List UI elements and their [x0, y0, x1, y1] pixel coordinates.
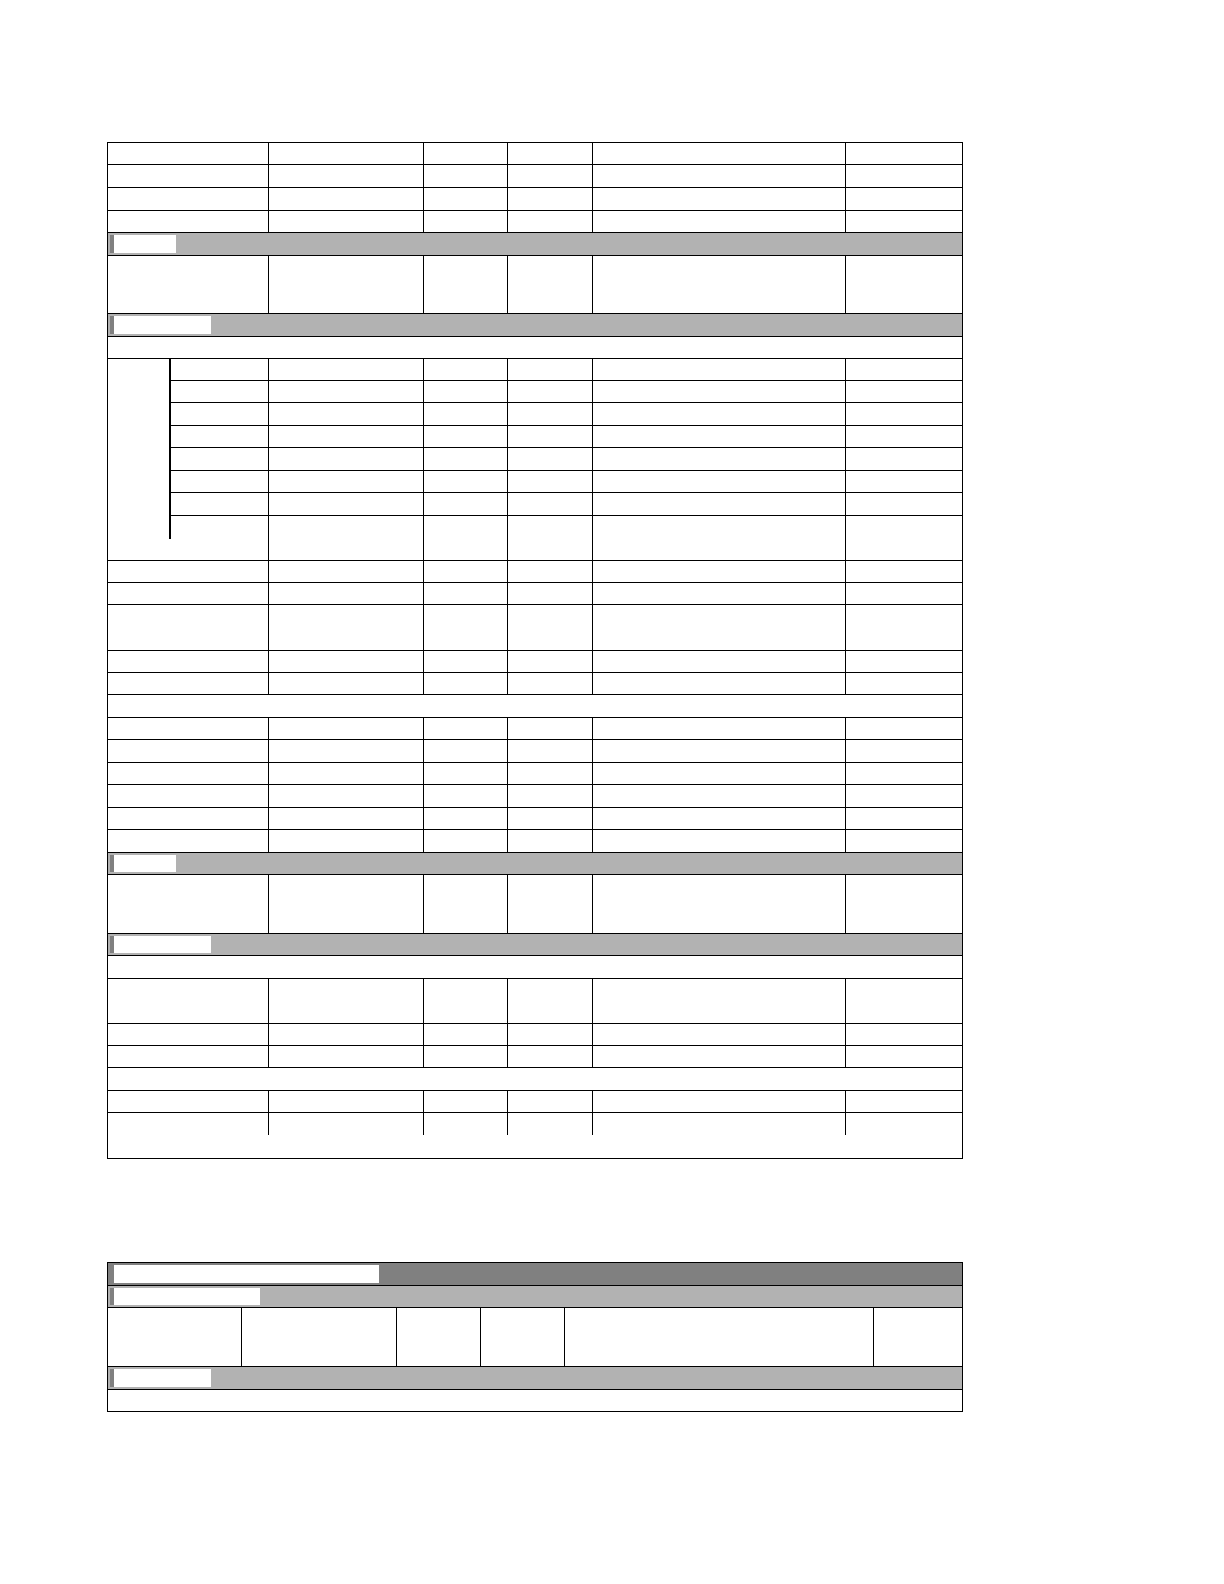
- table-cell: [108, 143, 269, 164]
- section-header-label: [114, 936, 211, 953]
- table-cell: [507, 403, 593, 425]
- table-cell: [423, 651, 508, 672]
- table-cell: [845, 426, 962, 447]
- table-row-full-width: [108, 337, 962, 359]
- table-cell: [423, 493, 508, 515]
- table-row: [108, 1046, 962, 1068]
- table-cell: [592, 143, 845, 164]
- table-cell: [170, 471, 269, 492]
- table-cell: [170, 381, 269, 402]
- table-row: [108, 1091, 962, 1113]
- table-cell: [592, 673, 845, 694]
- table-cell: [268, 471, 423, 492]
- table-cell: [268, 448, 423, 470]
- table-row: [108, 493, 962, 516]
- table-cell: [564, 1308, 873, 1366]
- table-cell: [592, 165, 845, 187]
- table-cell: [845, 830, 962, 852]
- table-cell: [845, 516, 962, 539]
- table-row: [108, 381, 962, 403]
- table-cell: [507, 1091, 593, 1112]
- table-cell: [845, 1024, 962, 1045]
- table-cell: [268, 403, 423, 425]
- table-cell: [108, 1046, 269, 1067]
- table-cell: [845, 651, 962, 672]
- table-cell: [423, 426, 508, 447]
- table-cell: [845, 1091, 962, 1112]
- table-cell: [423, 539, 508, 560]
- table-cell: [507, 605, 593, 650]
- table-row: [108, 516, 962, 539]
- table-cell: [170, 493, 269, 515]
- table-cell: [592, 471, 845, 492]
- table-row: [108, 359, 962, 381]
- table-cell: [170, 359, 269, 380]
- table-cell: [423, 605, 508, 650]
- table-cell: [845, 583, 962, 604]
- table-cell: [423, 256, 508, 313]
- secondary-form-table: [107, 1262, 963, 1412]
- table-cell: [592, 1024, 845, 1045]
- table-cell: [592, 763, 845, 784]
- table-row: [108, 403, 962, 426]
- table-cell: [108, 718, 269, 739]
- table-cell: [423, 979, 508, 1023]
- section-header-label: [114, 1288, 260, 1305]
- table-row: [108, 763, 962, 785]
- table-cell: [108, 875, 269, 933]
- table-cell: [108, 830, 269, 852]
- table-cell: [592, 1046, 845, 1067]
- table-cell: [108, 785, 269, 807]
- table-cell: [592, 605, 845, 650]
- table-cell: [108, 808, 269, 829]
- table-cell: [845, 211, 962, 232]
- table-cell: [423, 165, 508, 187]
- table-cell: [423, 381, 508, 402]
- table-cell: [507, 188, 593, 210]
- table-cell: [108, 165, 269, 187]
- table-cell: [108, 256, 269, 313]
- table-cell: [268, 256, 423, 313]
- table-cell: [592, 1113, 845, 1135]
- table-cell: [507, 256, 593, 313]
- section-header-label: [114, 316, 211, 334]
- table-cell: [845, 673, 962, 694]
- table-row-full-width: [108, 695, 962, 718]
- section-header-band: [108, 853, 962, 875]
- table-cell: [507, 516, 593, 539]
- table-cell: [507, 561, 593, 582]
- table-cell: [423, 1091, 508, 1112]
- table-cell: [592, 188, 845, 210]
- table-cell: [268, 763, 423, 784]
- table-cell: [108, 979, 269, 1023]
- table-cell: [592, 651, 845, 672]
- table-cell: [423, 763, 508, 784]
- table-cell: [592, 808, 845, 829]
- table-cell: [845, 188, 962, 210]
- table-cell: [507, 875, 593, 933]
- table-cell: [170, 516, 269, 539]
- row-group: [108, 359, 962, 539]
- table-cell: [592, 583, 845, 604]
- table-cell: [507, 1046, 593, 1067]
- table-cell: [241, 1308, 396, 1366]
- table-cell: [507, 1024, 593, 1045]
- table-row: [108, 808, 962, 830]
- table-cell: [268, 426, 423, 447]
- table-cell: [108, 1113, 269, 1135]
- table-cell: [108, 763, 269, 784]
- table-cell: [507, 448, 593, 470]
- table-cell: [592, 256, 845, 313]
- table-cell: [268, 875, 423, 933]
- table-cell: [268, 143, 423, 164]
- table-cell: [268, 785, 423, 807]
- table-cell: [592, 1091, 845, 1112]
- table-row: [108, 426, 962, 448]
- table-cell: [108, 651, 269, 672]
- table-cell: [423, 785, 508, 807]
- table-cell: [108, 583, 269, 604]
- table-cell: [507, 830, 593, 852]
- table-cell: [268, 740, 423, 762]
- table-cell: [845, 165, 962, 187]
- table-cell: [592, 561, 845, 582]
- table-cell: [507, 763, 593, 784]
- table-cell: [507, 583, 593, 604]
- table-cell: [170, 426, 269, 447]
- table-row: [108, 165, 962, 188]
- table-cell: [268, 211, 423, 232]
- merged-group-cell: [108, 359, 170, 539]
- table-cell: [268, 1024, 423, 1045]
- table-row: [108, 740, 962, 763]
- table-row: [108, 448, 962, 471]
- table-cell: [423, 188, 508, 210]
- table-cell: [845, 448, 962, 470]
- table-cell: [507, 539, 593, 560]
- table-cell: [845, 763, 962, 784]
- table-cell: [507, 165, 593, 187]
- table-cell: [845, 539, 962, 560]
- table-cell: [507, 718, 593, 739]
- table-cell: [845, 471, 962, 492]
- table-row: [108, 1113, 962, 1135]
- table-cell: [507, 359, 593, 380]
- table-cell: [108, 1024, 269, 1045]
- table-cell: [845, 808, 962, 829]
- table-cell: [108, 188, 269, 210]
- table-cell: [507, 426, 593, 447]
- table-cell: [268, 718, 423, 739]
- table-cell: [592, 539, 845, 560]
- table-cell: [268, 165, 423, 187]
- table-cell: [845, 875, 962, 933]
- table-cell: [480, 1308, 565, 1366]
- table-cell: [507, 651, 593, 672]
- table-cell: [423, 830, 508, 852]
- table-cell: [268, 539, 423, 560]
- table-cell: [592, 785, 845, 807]
- table-cell: [268, 583, 423, 604]
- table-cell: [423, 1046, 508, 1067]
- table-cell: [268, 651, 423, 672]
- table-row-full-width: [108, 1390, 962, 1411]
- table-cell: [423, 1024, 508, 1045]
- table-cell: [108, 740, 269, 762]
- table-cell: [507, 808, 593, 829]
- table-cell: [268, 516, 423, 539]
- table-cell: [592, 493, 845, 515]
- table-cell: [108, 605, 269, 650]
- table-cell: [592, 979, 845, 1023]
- table-cell: [423, 808, 508, 829]
- table-cell: [845, 718, 962, 739]
- table-row: [108, 539, 962, 561]
- table-row: [108, 583, 962, 605]
- table-cell: [592, 403, 845, 425]
- section-header-label: [114, 855, 176, 872]
- table-cell: [423, 673, 508, 694]
- table-title-label: [114, 1265, 379, 1283]
- table-cell: [507, 143, 593, 164]
- table-cell: [268, 381, 423, 402]
- table-row: [108, 673, 962, 695]
- table-cell: [845, 143, 962, 164]
- table-cell: [592, 381, 845, 402]
- table-row: [108, 1308, 962, 1367]
- table-cell: [108, 539, 269, 560]
- table-cell: [592, 426, 845, 447]
- table-cell: [423, 740, 508, 762]
- table-cell: [268, 830, 423, 852]
- table-cell: [423, 875, 508, 933]
- table-cell: [845, 403, 962, 425]
- table-cell: [592, 740, 845, 762]
- table-row: [108, 1024, 962, 1046]
- table-cell: [108, 211, 269, 232]
- table-cell: [423, 403, 508, 425]
- table-row-full-width: [108, 956, 962, 979]
- table-cell: [507, 979, 593, 1023]
- table-row: [108, 143, 962, 165]
- table-cell: [268, 1113, 423, 1135]
- table-row: [108, 651, 962, 673]
- table-cell: [423, 718, 508, 739]
- table-cell: [268, 808, 423, 829]
- section-header-band: [108, 233, 962, 256]
- section-header-label: [114, 235, 176, 253]
- table-cell: [507, 381, 593, 402]
- table-cell: [845, 381, 962, 402]
- table-row-full-width: [108, 1068, 962, 1091]
- table-cell: [423, 448, 508, 470]
- table-cell: [592, 875, 845, 933]
- table-cell: [108, 673, 269, 694]
- table-row: [108, 211, 962, 233]
- table-row: [108, 785, 962, 808]
- table-cell: [507, 211, 593, 232]
- table-cell: [268, 561, 423, 582]
- table-cell: [592, 448, 845, 470]
- table-cell: [845, 1113, 962, 1135]
- table-cell: [592, 359, 845, 380]
- table-cell: [873, 1308, 962, 1366]
- table-cell: [423, 359, 508, 380]
- table-cell: [845, 785, 962, 807]
- table-row: [108, 830, 962, 853]
- table-cell: [845, 359, 962, 380]
- table-row: [108, 979, 962, 1024]
- table-row: [108, 471, 962, 493]
- table-cell: [396, 1308, 481, 1366]
- table-cell: [423, 211, 508, 232]
- table-cell: [423, 583, 508, 604]
- main-form-table: [107, 142, 963, 1159]
- table-cell: [592, 516, 845, 539]
- table-row: [108, 188, 962, 211]
- table-cell: [592, 718, 845, 739]
- table-row: [108, 561, 962, 583]
- table-title-band: [108, 1263, 962, 1286]
- table-cell: [845, 1046, 962, 1067]
- table-cell: [108, 561, 269, 582]
- section-header-band: [108, 314, 962, 337]
- table-cell: [268, 979, 423, 1023]
- table-cell: [108, 1091, 269, 1112]
- table-cell: [423, 561, 508, 582]
- section-header-band: [108, 1367, 962, 1390]
- table-cell: [268, 605, 423, 650]
- table-cell: [507, 493, 593, 515]
- table-cell: [507, 785, 593, 807]
- table-cell: [845, 740, 962, 762]
- table-cell: [592, 830, 845, 852]
- table-cell: [845, 561, 962, 582]
- table-cell: [268, 1046, 423, 1067]
- table-cell: [423, 143, 508, 164]
- table-cell: [845, 256, 962, 313]
- table-cell: [507, 673, 593, 694]
- table-row: [108, 256, 962, 314]
- table-row: [108, 718, 962, 740]
- table-row: [108, 875, 962, 934]
- table-cell: [423, 516, 508, 539]
- table-cell: [268, 1091, 423, 1112]
- table-cell: [845, 605, 962, 650]
- table-cell: [845, 979, 962, 1023]
- table-cell: [170, 403, 269, 425]
- table-row: [108, 605, 962, 651]
- table-cell: [423, 471, 508, 492]
- table-cell: [507, 740, 593, 762]
- table-cell: [108, 1308, 242, 1366]
- section-header-band: [108, 1286, 962, 1308]
- table-cell: [268, 359, 423, 380]
- table-cell: [423, 1113, 508, 1135]
- table-cell: [268, 188, 423, 210]
- table-cell: [592, 211, 845, 232]
- section-header-label: [114, 1369, 211, 1387]
- table-cell: [170, 448, 269, 470]
- table-cell: [845, 493, 962, 515]
- table-cell: [268, 493, 423, 515]
- table-cell: [268, 673, 423, 694]
- table-cell: [507, 1113, 593, 1135]
- table-cell: [507, 471, 593, 492]
- section-header-band: [108, 934, 962, 956]
